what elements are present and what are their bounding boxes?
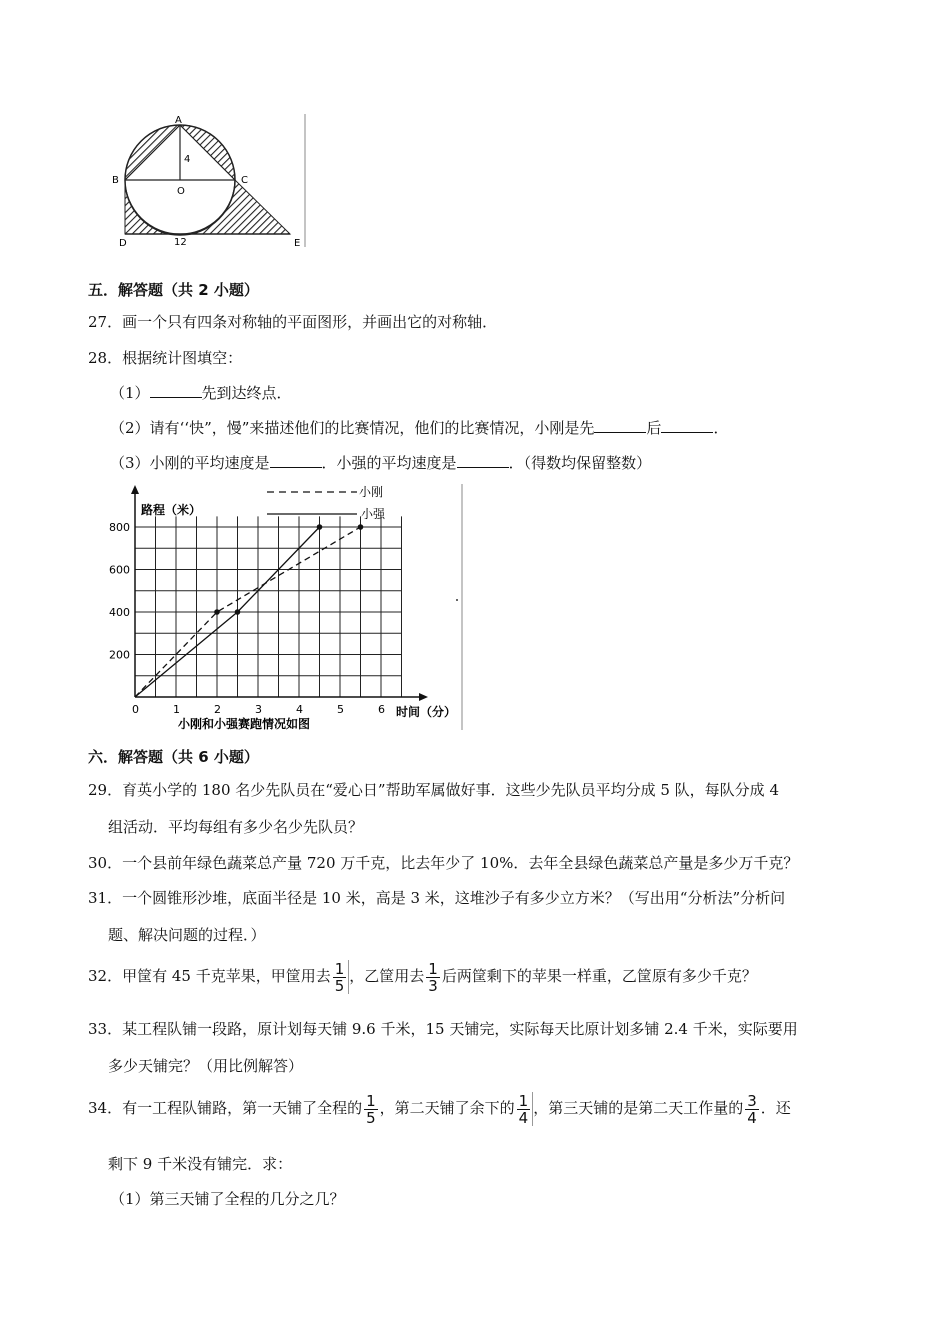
q28-p2-suffix: ． (713, 419, 729, 437)
y-tick-label: 200 (109, 648, 130, 662)
x-tick-label: 3 (255, 703, 262, 716)
answer-blank (457, 453, 509, 468)
fraction-numerator: 3 (747, 1091, 757, 1110)
y-tick-label: 400 (109, 606, 130, 619)
label-B: B (112, 175, 119, 186)
label-E: E (294, 238, 301, 249)
q28-p3-prefix: （3）小刚的平均速度是 (110, 454, 270, 472)
q28-p1-prefix: （1） (110, 384, 150, 402)
section-5-title: 五．解答题（共 2 小题） (88, 281, 259, 299)
x-tick-label: 2 (214, 703, 221, 716)
x-tick-label: 5 (337, 703, 344, 716)
data-point (358, 524, 364, 530)
geometry-figure (112, 112, 312, 252)
fraction-numerator: 1 (428, 959, 438, 978)
y-tick-label: 600 (109, 563, 130, 577)
q34-text-a: 34．有一工程队铺路，第一天铺了全程的 (88, 1099, 363, 1117)
data-point (317, 524, 323, 530)
fraction-1-5 (364, 1093, 378, 1126)
question-28-part-1 (110, 383, 292, 403)
question-33-line-1: 33．某工程队铺一段路，原计划每天铺 9.6 千米，15 天铺完，实际每天比原计划多铺 2.4 千米，实际要用 (88, 1020, 798, 1038)
answer-blank (270, 453, 322, 468)
q32-text-b: ，乙筐用去 (349, 967, 425, 985)
fraction-denominator: 4 (518, 1108, 529, 1127)
data-point (235, 609, 241, 615)
x-tick-label: 1 (173, 703, 180, 716)
label-radius: 4 (184, 154, 191, 165)
fraction-denominator: 3 (428, 976, 438, 995)
question-28-part-2 (110, 418, 728, 438)
question-27: 27．画一个只有四条对称轴的平面图形，并画出它的对称轴． (88, 313, 498, 331)
y-axis-label: 路程（米） (141, 503, 202, 517)
answer-blank (594, 418, 646, 433)
chart-legend (267, 484, 386, 521)
fraction-denominator: 4 (747, 1108, 757, 1127)
question-28-part-3 (110, 453, 651, 473)
stray-dot (456, 599, 458, 601)
question-34 (88, 1088, 791, 1128)
question-34-line-2: 剩下 9 千米没有铺完．求： (108, 1155, 293, 1173)
fraction-1-4 (517, 1093, 531, 1126)
question-29-line-2: 组活动．平均每组有多少名少先队员？ (108, 818, 364, 836)
fraction-1-5 (333, 961, 347, 994)
legend-label-xiaoqiang: 小强 (361, 507, 386, 521)
label-O: O (177, 186, 185, 197)
q28-p3-mid: ．小强的平均速度是 (321, 454, 457, 472)
q32-text-a: 32．甲筐有 45 千克苹果，甲筐用去 (88, 967, 331, 985)
question-29-line-1: 29．育英小学的 180 名少先队员在“爱心日”帮助军属做好事．这些少先队员平均分成 5 队，每队分成 4 (88, 781, 779, 799)
legend-label-xiaogang: 小刚 (359, 485, 384, 499)
x-axis-label: 时间（分） (396, 705, 457, 719)
x-tick-label: 6 (378, 703, 385, 716)
label-D: D (119, 238, 127, 249)
q34-text-c: ，第三天铺的是第二天工作量的 (533, 1099, 744, 1117)
x-tick-label: 4 (296, 703, 303, 716)
q28-p1-suffix: 先到达终点． (201, 384, 292, 402)
question-30: 30．一个县前年绿色蔬菜总产量 720 万千克，比去年少了 10%．去年全县绿色蔬菜总产量是多少万千克？ (88, 854, 799, 872)
chart-caption: 小刚和小强赛跑情况如图 (178, 717, 311, 731)
question-32 (88, 956, 757, 996)
section-6-title: 六．解答题（共 6 小题） (88, 748, 259, 766)
y-tick-label: 800 (109, 521, 130, 534)
fraction-3-4 (745, 1093, 759, 1126)
race-line-chart (105, 482, 465, 732)
q28-p2-prefix: （2）请有‘‘快”，慢”来描述他们的比赛情况，他们的比赛情况，小刚是先 (110, 419, 595, 437)
fraction-numerator: 1 (518, 1091, 529, 1110)
data-point (214, 609, 220, 615)
fraction-1-3 (426, 961, 440, 994)
label-A: A (175, 115, 182, 126)
q34-text-b: ，第二天铺了余下的 (379, 1099, 515, 1117)
question-31-line-1: 31．一个圆锥形沙堆，底面半径是 10 米，高是 3 米，这堆沙子有多少立方米？（写出用“分析法”分析问 (88, 889, 786, 907)
q28-p2-mid: 后 (646, 419, 662, 437)
fraction-numerator: 1 (366, 1091, 376, 1110)
question-31-line-2: 题、解决问题的过程．） (108, 926, 266, 944)
label-C: C (241, 175, 248, 186)
fraction-denominator: 5 (366, 1108, 376, 1127)
label-base: 12 (174, 237, 187, 248)
fraction-denominator: 5 (334, 976, 345, 995)
q34-text-d: ．还 (760, 1099, 791, 1117)
q32-text-c: 后两筐剩下的苹果一样重，乙筐原有多少千克？ (441, 967, 757, 985)
question-34-sub-1: （1）第三天铺了全程的几分之几？ (110, 1190, 345, 1208)
question-33-line-2: 多少天铺完？（用比例解答） (108, 1057, 304, 1075)
answer-blank (150, 383, 202, 398)
answer-blank (661, 418, 713, 433)
x-tick-label: 0 (132, 703, 139, 716)
q28-p3-suffix: ．（得数均保留整数） (508, 454, 652, 472)
fraction-numerator: 1 (334, 959, 345, 978)
question-28: 28．根据统计图填空： (88, 349, 243, 367)
